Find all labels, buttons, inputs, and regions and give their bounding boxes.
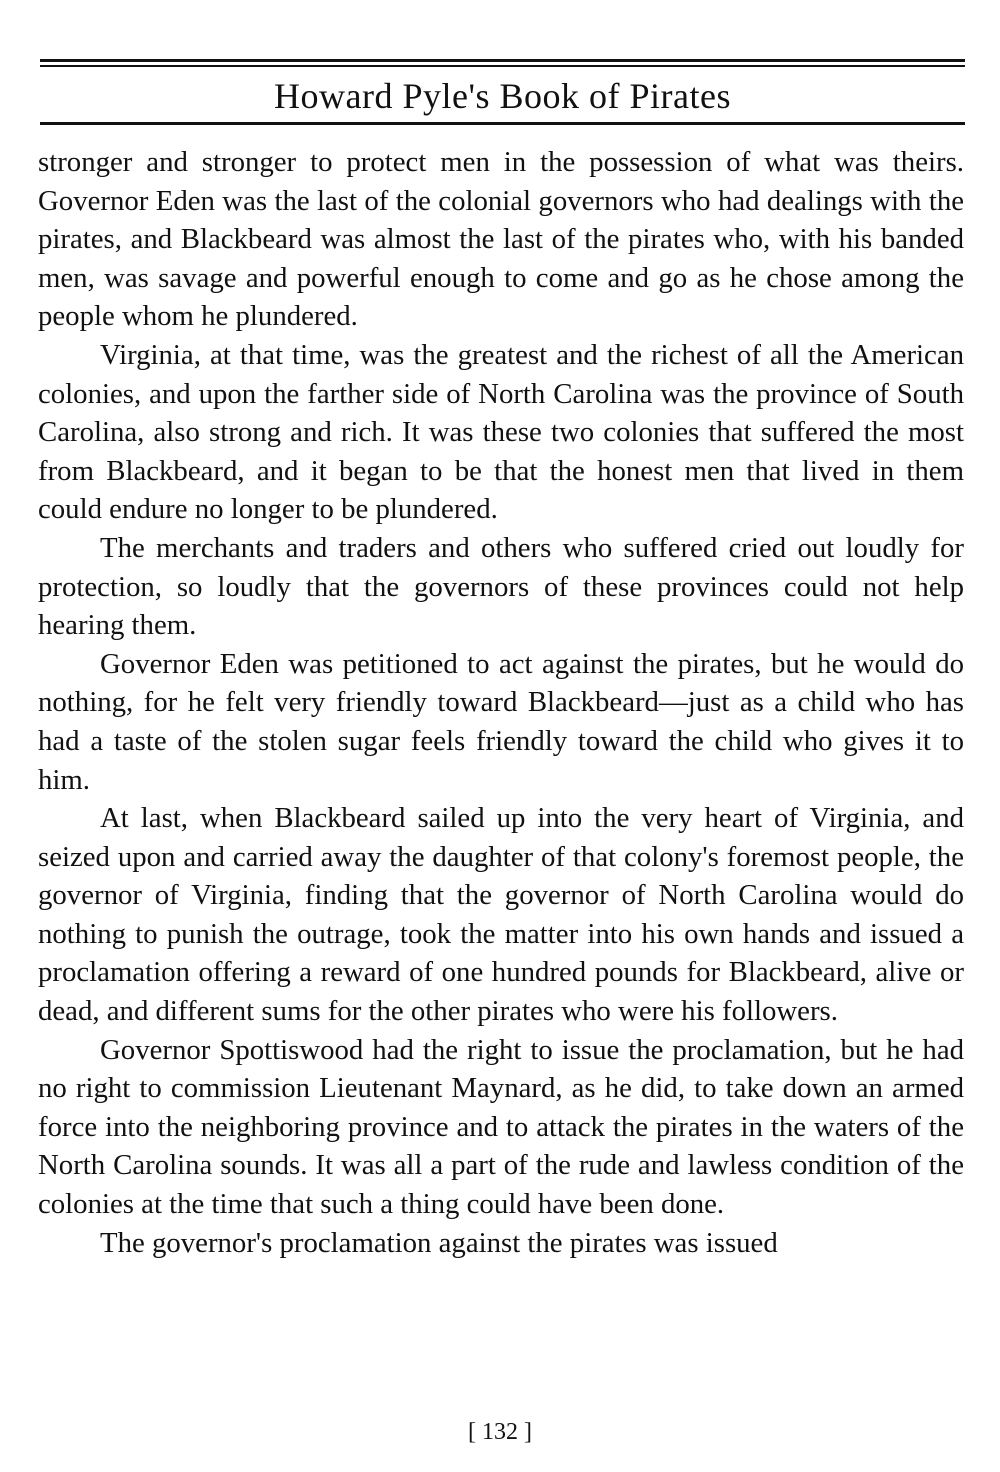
paragraph: At last, when Blackbeard sailed up into the very heart of Virginia, and seized upon and carried away the daughter of that colony's foremost people, the governor of Virginia, finding that the governor of North Carolina would do nothing to punish the outrage, took the matter into his own hands and issued a proclamation offering a reward of one hundred pounds for Blackbeard, alive or dead, and different sums for the other pirates who were his followers. [38,802,964,1028]
header-bottom-rule [40,122,965,125]
page-body [38,143,964,1262]
paragraph: Governor Spottiswood had the right to issue the proclamation, but he had no right to commission Lieutenant Maynard, as he did, to take down an armed force into the neighboring province and to attack the pirates in the waters of the North Carolina sounds. It was all a part of the rude and lawless condition of the colonies at the time that such a thing could have been done. [38,1033,964,1221]
paragraph-continued: stronger and stronger to protect men in the possession of what was theirs. Governor Eden was the last of the colonial governors who had dealings with the pirates, and Blackbeard was almost the last of the pirates who, with his banded men, was savage and powerful enough to come and go as he chose among the people whom he plundered. [38,146,964,333]
running-header-title: Howard Pyle's Book of Pirates [274,76,731,116]
paragraph-continues: The governor's proclamation against the pirates was issued [100,1226,778,1259]
paragraph: Governor Eden was petitioned to act against the pirates, but he would do nothing, for he felt very friendly toward Blackbeard—just as a child who has had a taste of the stolen sugar feels friendly toward the child who gives it to him. [38,647,964,796]
paragraph: The merchants and traders and others who suffered cried out loudly for protection, so loudly that the governors of these provinces could not help hearing them. [38,531,964,642]
header-double-rule [40,59,965,67]
page-number: [ 132 ] [468,1419,532,1445]
paragraph: Virginia, at that time, was the greatest and the richest of all the American colonies, and upon the farther side of North Carolina was the province of South Carolina, also strong and rich. It was these two colonies that suffered the most from Blackbeard, and it began to be that the honest men that lived in them could endure no longer to be plundered. [38,338,964,526]
